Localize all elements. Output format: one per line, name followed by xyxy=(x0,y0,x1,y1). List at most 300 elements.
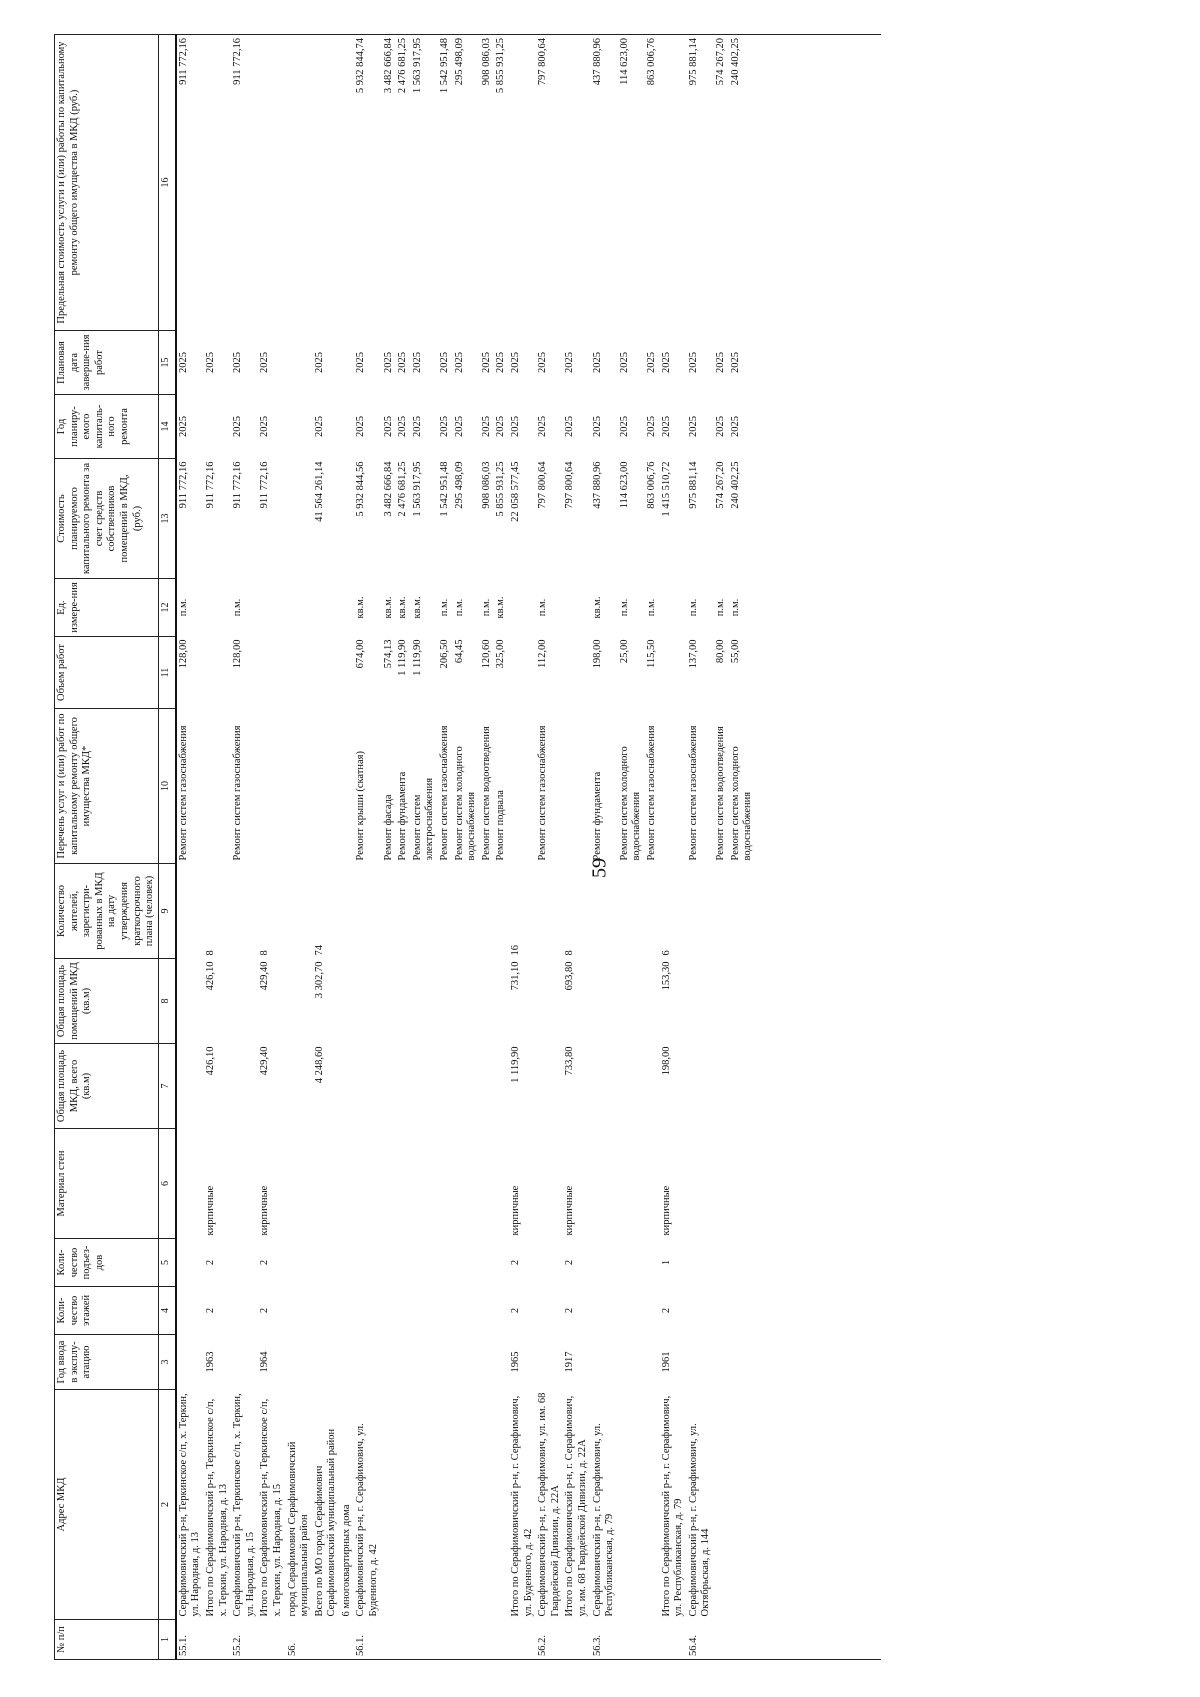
table-cell: 911 772,16 xyxy=(232,461,244,509)
table-cell: Итого по Серафимовичский р-н, г. Серафимович, ул. им. 68 Гвардейской Дивизии, д. 22А xyxy=(564,1395,588,1617)
table-cell xyxy=(536,1044,563,1129)
table-cell: 3 482 666,84 xyxy=(382,461,394,517)
table-cell: кв.м. xyxy=(411,596,423,619)
table-cell: 2025 xyxy=(439,352,451,373)
table-cell xyxy=(645,1044,660,1129)
table-cell: 2025 xyxy=(510,352,521,373)
table-cell: 80,00 xyxy=(714,639,726,664)
table-cell: кв.м. xyxy=(397,596,409,619)
table-cell: 56.1. xyxy=(354,1620,381,1660)
table-cell xyxy=(340,331,355,395)
table-cell xyxy=(536,1129,563,1239)
table-cell: 975 881,14 xyxy=(687,461,699,509)
table-cell: 2 xyxy=(204,1307,216,1314)
table-cell: 2025 xyxy=(355,352,367,373)
table-cell xyxy=(453,1239,480,1287)
table-cell: 863 006,76 xyxy=(645,35,660,331)
table-cell: 908 086,03 xyxy=(480,461,492,509)
table-cell: 2025 xyxy=(687,416,699,437)
table-cell: 2025 xyxy=(660,416,672,437)
table-cell xyxy=(645,1287,660,1335)
table-cell xyxy=(382,864,397,959)
table-cell: 112,00 xyxy=(537,639,549,668)
table-cell: 2025 xyxy=(313,352,325,373)
table-cell: 1965 xyxy=(510,1351,521,1373)
table-cell xyxy=(231,1044,258,1129)
table-cell xyxy=(340,864,355,959)
table-cell: 911 772,16 xyxy=(231,35,258,331)
table-cell: п.м. xyxy=(177,598,189,617)
table-cell: 240 402,25 xyxy=(729,461,741,509)
table-cell: Ремонт систем газоснабжения xyxy=(439,725,451,861)
table-cell: 2025 xyxy=(480,352,492,373)
table-cell xyxy=(563,637,590,709)
table-cell: кирпичные xyxy=(204,1185,216,1236)
table-cell: Серафимовичский р-н, Теркинское с/п, х. Теркин, ул. Народная, д. 13 xyxy=(177,1393,202,1617)
table-cell xyxy=(729,1044,881,1129)
table-cell xyxy=(714,1335,729,1390)
table-cell: п.м. xyxy=(618,598,630,617)
table-cell: 1917 xyxy=(564,1351,576,1373)
column-number: 11 xyxy=(158,637,176,709)
column-number: 6 xyxy=(158,1129,176,1239)
table-cell: 1964 xyxy=(259,1351,271,1373)
table-cell xyxy=(340,1335,355,1390)
table-cell xyxy=(411,864,438,959)
table-cell: 2025 xyxy=(259,416,271,437)
table-cell xyxy=(438,1239,453,1287)
table-row xyxy=(258,35,285,1660)
table-cell: 55,00 xyxy=(729,639,741,664)
table-cell: 2025 xyxy=(618,352,630,373)
column-header: Год планиру-емого капиталь-ного ремонта xyxy=(55,395,159,459)
table-cell xyxy=(729,864,881,959)
table-row xyxy=(340,35,355,1660)
table-cell xyxy=(231,1239,258,1287)
table-cell: 114 623,00 xyxy=(618,461,630,509)
table-cell: Ремонт систем холодного водоснабжения xyxy=(729,746,754,861)
table-cell: п.м. xyxy=(232,598,244,617)
column-number: 3 xyxy=(158,1335,176,1390)
table-cell xyxy=(536,1287,563,1335)
table-cell xyxy=(563,709,590,864)
table-cell: 2025 xyxy=(232,352,244,373)
table-cell xyxy=(340,579,355,637)
table-cell: Ремонт фундамента xyxy=(397,771,409,861)
table-cell: Итого по Серафимовичский р-н, г. Серафимович, ул. Республиканская, д. 79 xyxy=(660,1395,685,1617)
table-cell xyxy=(354,1239,381,1287)
table-cell xyxy=(258,35,285,331)
table-cell: Серафимовичский р-н, г. Серафимович, ул. им. 68 Гвардейской Дивизии, д. 22А xyxy=(537,1392,561,1617)
table-cell xyxy=(286,35,313,331)
table-cell: 2025 xyxy=(714,352,726,373)
table-cell xyxy=(438,1335,453,1390)
table-cell xyxy=(204,579,231,637)
table-cell xyxy=(396,1335,411,1390)
table-cell: 8 xyxy=(204,950,216,956)
table-cell xyxy=(714,1390,729,1620)
table-cell xyxy=(645,1239,660,1287)
table-cell: 797 800,64 xyxy=(536,35,563,331)
table-cell: 797 800,64 xyxy=(537,461,549,509)
table-cell xyxy=(618,1620,645,1660)
column-header: Коли-чество этажей xyxy=(55,1287,159,1335)
table-cell xyxy=(382,1239,397,1287)
table-cell xyxy=(396,1044,411,1129)
table-cell: 2025 xyxy=(537,416,549,437)
table-cell xyxy=(340,1239,355,1287)
capital-repair-table xyxy=(54,34,881,1660)
table-cell: 2025 xyxy=(453,352,465,373)
table-cell xyxy=(340,637,355,709)
column-number: 7 xyxy=(158,1044,176,1129)
table-cell xyxy=(509,709,536,864)
table-cell: 114 623,00 xyxy=(618,35,645,331)
table-cell xyxy=(494,1044,509,1129)
table-cell xyxy=(494,1335,509,1390)
table-cell: 56.2. xyxy=(536,1620,563,1660)
table-cell xyxy=(286,637,313,709)
table-cell xyxy=(714,864,729,959)
table-cell xyxy=(729,1129,881,1239)
column-header: Год ввода в эксплу-атацию xyxy=(55,1335,159,1390)
table-cell xyxy=(438,864,453,959)
table-cell xyxy=(340,1044,355,1129)
table-cell xyxy=(411,1335,438,1390)
table-cell: Ремонт систем газоснабжения xyxy=(645,725,657,861)
table-cell xyxy=(660,1620,687,1660)
table-cell xyxy=(286,395,313,459)
table-row xyxy=(687,35,714,1660)
table-cell xyxy=(618,959,645,1044)
table-cell xyxy=(494,1287,509,1335)
table-cell: Серафимовичский р-н, г. Серафимович, ул. Буденного, д. 42 xyxy=(355,1423,380,1617)
table-cell: 2 476 681,25 xyxy=(397,461,409,517)
table-cell: 2025 xyxy=(232,416,244,437)
table-cell xyxy=(480,1044,495,1129)
table-cell xyxy=(536,1335,563,1390)
column-number: 8 xyxy=(158,959,176,1044)
column-number: 12 xyxy=(158,579,176,637)
table-cell xyxy=(396,1620,411,1660)
table-cell: 2025 xyxy=(382,352,394,373)
table-cell: 2025 xyxy=(411,416,423,437)
table-cell: 1 415 510,72 xyxy=(660,461,672,517)
table-cell: 1 xyxy=(660,1259,672,1266)
table-cell xyxy=(313,579,340,637)
table-cell: 429,40 xyxy=(259,1046,271,1076)
table-cell xyxy=(438,1129,453,1239)
table-cell xyxy=(494,1129,509,1239)
table-cell: 574 267,20 xyxy=(714,461,726,509)
table-cell: 2 xyxy=(259,1307,271,1314)
table-cell: 733,80 xyxy=(564,1046,576,1076)
table-cell xyxy=(591,1129,618,1239)
table-cell: 437 880,96 xyxy=(591,35,618,331)
table-cell xyxy=(176,1129,204,1239)
table-cell xyxy=(313,1129,340,1239)
table-cell xyxy=(618,864,645,959)
table-cell xyxy=(536,864,563,959)
table-cell: 206,50 xyxy=(439,639,451,669)
table-cell xyxy=(382,1044,397,1129)
column-number-row xyxy=(158,35,176,1660)
table-cell: п.м. xyxy=(537,598,549,617)
column-number: 13 xyxy=(158,459,176,579)
table-cell xyxy=(340,709,355,864)
table-cell xyxy=(286,331,313,395)
table-cell xyxy=(480,1335,495,1390)
table-cell xyxy=(453,1287,480,1335)
table-cell xyxy=(438,1287,453,1335)
table-cell xyxy=(354,1129,381,1239)
table-cell: Ремонт систем водоотведения xyxy=(714,726,726,861)
table-cell xyxy=(618,1390,645,1620)
table-cell xyxy=(231,1335,258,1390)
table-cell: 2025 xyxy=(714,416,726,437)
table-cell: кирпичные xyxy=(510,1185,521,1236)
table-cell: 120,60 xyxy=(480,639,492,669)
table-cell: 2 xyxy=(259,1259,271,1266)
table-cell xyxy=(645,1129,660,1239)
table-cell xyxy=(660,637,687,709)
table-cell: 8 xyxy=(564,950,576,956)
table-cell xyxy=(396,1129,411,1239)
table-cell xyxy=(340,1620,355,1660)
table-cell xyxy=(382,1129,397,1239)
table-cell xyxy=(286,1335,313,1390)
table-row xyxy=(536,35,563,1660)
table-cell: 911 772,16 xyxy=(204,461,216,509)
table-cell: 911 772,16 xyxy=(177,461,189,509)
table-cell xyxy=(645,1390,660,1620)
table-cell: п.м. xyxy=(687,598,699,617)
table-cell: 911 772,16 xyxy=(176,35,204,331)
table-row xyxy=(563,35,590,1660)
table-cell: 426,10 xyxy=(204,1046,216,1076)
table-cell: 1 542 951,48 xyxy=(438,35,453,331)
table-cell: 2025 xyxy=(591,352,603,373)
table-cell xyxy=(687,1044,714,1129)
table-cell: 55.1. xyxy=(176,1620,204,1660)
table-cell: 2 xyxy=(564,1307,576,1314)
table-cell xyxy=(313,1287,340,1335)
table-cell xyxy=(176,959,204,1044)
table-cell xyxy=(714,1287,729,1335)
table-cell xyxy=(382,1390,397,1620)
rotated-table-area xyxy=(54,35,1164,1660)
table-cell xyxy=(354,1044,381,1129)
table-cell: 2025 xyxy=(453,416,465,437)
table-cell: 3 482 666,84 xyxy=(382,35,397,331)
table-cell: 137,00 xyxy=(687,639,699,669)
table-cell xyxy=(313,1335,340,1390)
table-cell xyxy=(258,1620,285,1660)
table-cell xyxy=(591,959,618,1044)
table-cell xyxy=(411,1390,438,1620)
table-cell xyxy=(438,1620,453,1660)
table-row xyxy=(438,35,453,1660)
column-header: Коли-чество подъез-дов xyxy=(55,1239,159,1287)
table-cell: 5 855 931,25 xyxy=(494,35,509,331)
table-cell: 911 772,16 xyxy=(259,461,271,509)
table-cell xyxy=(204,637,231,709)
table-cell xyxy=(714,1044,729,1129)
table-cell: п.м. xyxy=(439,598,451,617)
table-cell xyxy=(340,35,355,331)
table-cell: 574 267,20 xyxy=(714,35,729,331)
table-cell: 2025 xyxy=(177,416,189,437)
table-cell xyxy=(411,959,438,1044)
table-cell xyxy=(354,1287,381,1335)
table-cell: 2025 xyxy=(729,416,741,437)
table-row xyxy=(411,35,438,1660)
table-cell: 2025 xyxy=(204,352,216,373)
table-cell xyxy=(340,459,355,579)
column-number: 14 xyxy=(158,395,176,459)
table-cell: 2025 xyxy=(411,352,423,373)
table-cell xyxy=(176,1287,204,1335)
table-cell xyxy=(396,1239,411,1287)
table-cell xyxy=(494,864,509,959)
table-cell xyxy=(480,1620,495,1660)
table-cell: 2 476 681,25 xyxy=(396,35,411,331)
table-cell xyxy=(396,864,411,959)
table-row xyxy=(591,35,618,1660)
column-header: Ед. измере-ния xyxy=(55,579,159,637)
table-cell xyxy=(453,1129,480,1239)
column-number: 9 xyxy=(158,864,176,959)
table-cell xyxy=(509,1620,536,1660)
table-cell xyxy=(729,1390,881,1620)
table-cell xyxy=(618,1239,645,1287)
table-cell xyxy=(340,959,355,1044)
column-number: 4 xyxy=(158,1287,176,1335)
table-cell: п.м. xyxy=(714,598,726,617)
table-cell xyxy=(204,1620,231,1660)
table-row xyxy=(453,35,480,1660)
table-cell: 2 xyxy=(564,1259,576,1266)
column-header: Общая площадь МКД, всего (кв.м) xyxy=(55,1044,159,1129)
table-cell: Итого по Серафимовичский р-н, Теркинское с/п, х. Теркин, ул. Народная, д. 13 xyxy=(204,1398,229,1617)
table-cell: п.м. xyxy=(645,598,657,617)
table-cell xyxy=(453,959,480,1044)
table-cell: 2025 xyxy=(495,352,507,373)
table-cell: Ремонт систем водоотведения xyxy=(480,726,492,861)
table-cell: Ремонт фундамента xyxy=(591,771,603,861)
table-cell xyxy=(258,709,285,864)
table-cell xyxy=(729,1287,881,1335)
table-cell xyxy=(354,1335,381,1390)
table-cell: 731,10 xyxy=(510,961,521,991)
table-cell: 128,00 xyxy=(232,639,244,669)
table-cell xyxy=(411,1129,438,1239)
table-cell xyxy=(411,1239,438,1287)
table-cell: 5 855 931,25 xyxy=(495,461,507,517)
table-cell xyxy=(729,959,881,1044)
table-body xyxy=(176,35,881,1660)
table-cell: 153,30 xyxy=(660,961,672,991)
table-cell xyxy=(204,709,231,864)
table-cell: Серафимовичский р-н, г. Серафимович, ул. Октябрьская, д. 144 xyxy=(687,1423,712,1617)
table-row xyxy=(729,35,881,1660)
table-cell xyxy=(563,35,590,331)
table-cell xyxy=(480,1287,495,1335)
table-cell xyxy=(176,1044,204,1129)
table-cell xyxy=(396,959,411,1044)
table-cell: 2025 xyxy=(687,352,699,373)
table-row xyxy=(618,35,645,1660)
table-cell xyxy=(396,1287,411,1335)
table-cell: 8 xyxy=(259,950,271,956)
column-number: 5 xyxy=(158,1239,176,1287)
table-cell xyxy=(258,579,285,637)
table-cell: Ремонт систем газоснабжения xyxy=(177,725,189,861)
table-cell: 3 302,70 xyxy=(313,961,325,999)
table-cell: 2025 xyxy=(397,352,409,373)
table-cell: Серафимовичский р-н, г. Серафимович, ул. Республиканская, д. 79 xyxy=(591,1423,616,1617)
table-cell: 22 058 577,45 xyxy=(510,461,521,522)
table-cell: город Серафимович Серафимовичский муниципальный район xyxy=(286,1441,311,1617)
table-cell xyxy=(382,959,397,1044)
table-cell: 5 932 844,56 xyxy=(355,461,367,517)
table-cell: кв.м. xyxy=(495,596,507,619)
table-row xyxy=(382,35,397,1660)
table-cell xyxy=(411,1044,438,1129)
table-cell: 1963 xyxy=(204,1351,216,1373)
table-row xyxy=(645,35,660,1660)
table-cell xyxy=(286,959,313,1044)
table-cell: кирпичные xyxy=(660,1185,672,1236)
table-cell xyxy=(618,1287,645,1335)
table-cell xyxy=(340,1129,355,1239)
column-header: Адрес МКД xyxy=(55,1390,159,1620)
table-cell xyxy=(591,1044,618,1129)
table-cell xyxy=(645,864,660,959)
table-cell xyxy=(591,864,618,959)
table-cell: 1961 xyxy=(660,1351,672,1373)
table-cell: 16 xyxy=(510,945,521,956)
table-cell xyxy=(714,959,729,1044)
table-cell xyxy=(176,1335,204,1390)
table-cell xyxy=(687,1335,714,1390)
table-row xyxy=(494,35,509,1660)
table-row xyxy=(714,35,729,1660)
column-number: 2 xyxy=(158,1390,176,1620)
column-number: 16 xyxy=(158,35,176,331)
table-cell xyxy=(286,1287,313,1335)
table-cell: п.м. xyxy=(729,598,741,617)
table-cell xyxy=(411,1620,438,1660)
table-cell: 1 119,90 xyxy=(510,1046,521,1083)
table-cell xyxy=(286,459,313,579)
table-cell xyxy=(453,1044,480,1129)
table-cell xyxy=(494,1390,509,1620)
table-cell: 25,00 xyxy=(618,639,630,664)
table-row xyxy=(660,35,687,1660)
table-row xyxy=(509,35,536,1660)
column-header: Общая площадь помещений МКД (кв.м) xyxy=(55,959,159,1044)
table-cell: 295 498,09 xyxy=(453,35,480,331)
table-cell xyxy=(453,864,480,959)
table-cell: 6 xyxy=(660,950,672,956)
table-cell xyxy=(313,1620,340,1660)
table-cell: 115,50 xyxy=(645,639,657,668)
table-cell xyxy=(286,1239,313,1287)
table-cell xyxy=(340,1287,355,1335)
table-cell: 56. xyxy=(286,1620,313,1660)
table-cell: 2025 xyxy=(591,416,603,437)
